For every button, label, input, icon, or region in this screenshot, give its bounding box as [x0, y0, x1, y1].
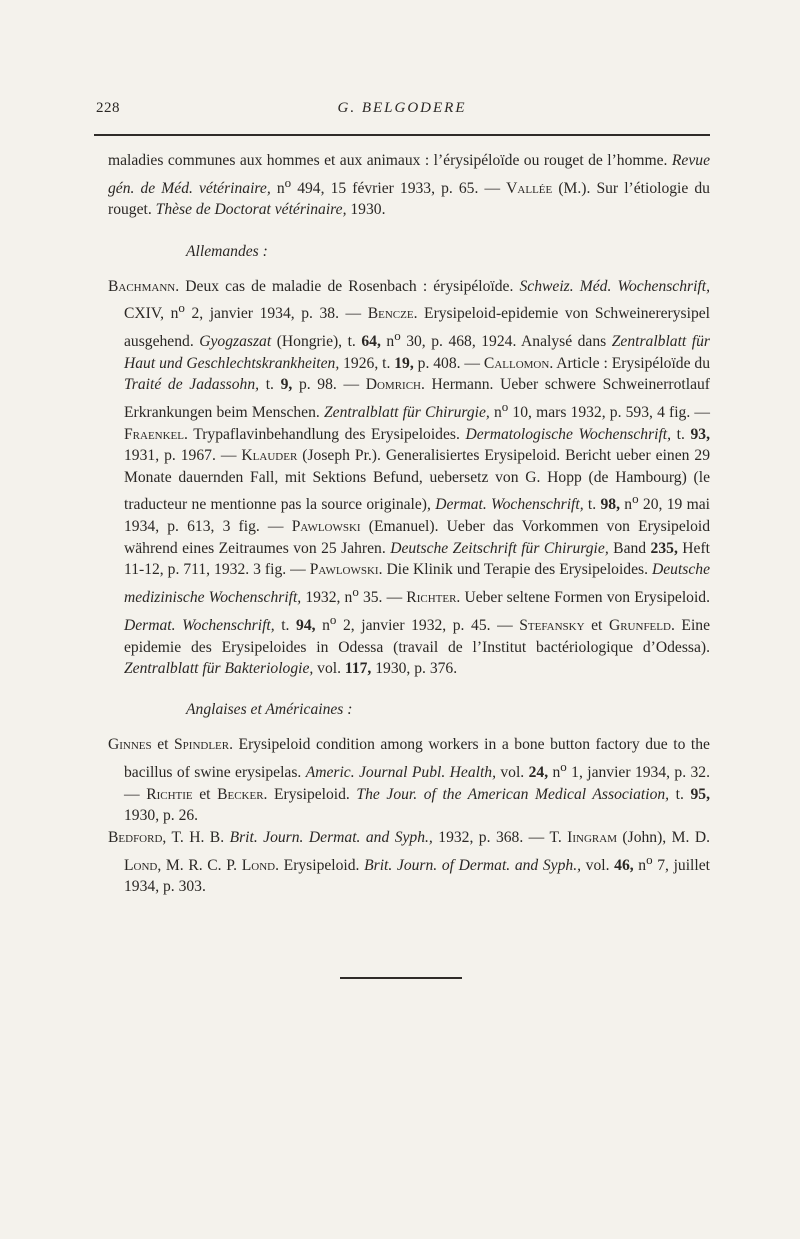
intro-paragraph: maladies communes aux hommes et aux animaux : l’érysipéloïde ou rouget de l’homme. Revue gén. de Méd. vétérinaire, $n^o$ 494, 15 février 1933, p. 65. — Vallée (M.). Sur l’étiologie du rouget. Thèse de Doctorat vétérinaire, 1930. [108, 152, 710, 219]
section-heading-allemandes: Allemandes : [186, 242, 268, 260]
bibliography-entry-bedford: Bedford, T. H. B. Brit. Journ. Dermat. and Syph., 1932, p. 368. — T. Iingram (John), M. D. Lond, M. R. C. P. Lond. Erysipeloid. Brit. Journ. of Dermat. and Syph., vol. 46, $n^o$ 7, juillet 1934, p. 303. [108, 828, 710, 896]
bibliography-entry-allemandes: Bachmann. Deux cas de maladie de Rosenbach : érysipéloïde. Schweiz. Méd. Wochenschrift, CXIV, $n^o$ 2, janvier 1934, p. 38. — Bencze. Erysipeloid-epidemie von Schweinererysipel ausgehend. Gyogzaszat (Hongrie), t. 64, $n^o$ 30, p. 468, 1924. Analysé dans Zentralblatt für Haut und Geschlechtskrankheiten, 1926, t. 19, p. 408. — Callomon. Article : Erysipéloïde du Traité de Jadassohn, t. 9, p. 98. — Domrich. Hermann. Ueber schwere Schweinerrotlauf Erkrankungen beim Menschen. Zentralblatt für Chirurgie, $n^o$ 10, mars 1932, p. 593, 4 fig. — Fraenkel. Trypaflavinbehandlung des Erysipeloides. Dermatologische Wochenschrift, t. 93, 1931, p. 1967. — Klauder (Joseph Pr.). Generalisiertes Erysipeloid. Bericht ueber einen 29 Monate dauernden Fall, mit Sektions Befund, uebersetz von G. Hopp (de Hambourg) (le traducteur ne mentionne pas la source originale), Dermat. Wochenschrift, t. 98, $n^o$ 20, 19 mai 1934, p. 613, 3 fig. — Pawlowski (Emanuel). Ueber das Vorkommen von Erysipeloid während eines Zeitraumes von 25 Jahren. Deutsche Zeitschrift für Chirurgie, Band 235, Heft 11-12, p. 711, 1932. 3 fig. — Pawlowski. Die Klinik und Terapie des Erysipeloides. Deutsche medizinische Wochenschrift, 1932, $n^o$ 35. — Richter. Ueber seltene Formen von Erysipeloid. Dermat. Wochenschrift, t. 94, $n^o$ 2, janvier 1932, p. 45. — Stefansky et Grunfeld. Eine epidemie des Erysipeloides in Odessa (travail de l’Institut bactériologique d’Odessa). Zentralblatt für Bakteriologie, vol. 117, 1930, p. 376. [108, 277, 711, 678]
header-rule [94, 134, 710, 136]
closing-rule [340, 977, 462, 979]
page-body [108, 150, 710, 898]
page-number: 228 [96, 100, 120, 116]
section-heading-anglaises: Anglaises et Américaines : [186, 700, 353, 718]
running-head: G. BELGODERE [337, 100, 467, 116]
bibliography-entry-ginnes: Ginnes et Spindler. Erysipeloid condition among workers in a bone button factory due to the bacillus of swine erysipelas. Americ. Journal Publ. Health, vol. 24, $n^o$ 1, janvier 1934, p. 32. — Richtie et Becker. Erysipeloid. The Jour. of the American Medical Association, t. 95, 1930, p. 26. [108, 736, 710, 825]
page-header [96, 100, 708, 130]
